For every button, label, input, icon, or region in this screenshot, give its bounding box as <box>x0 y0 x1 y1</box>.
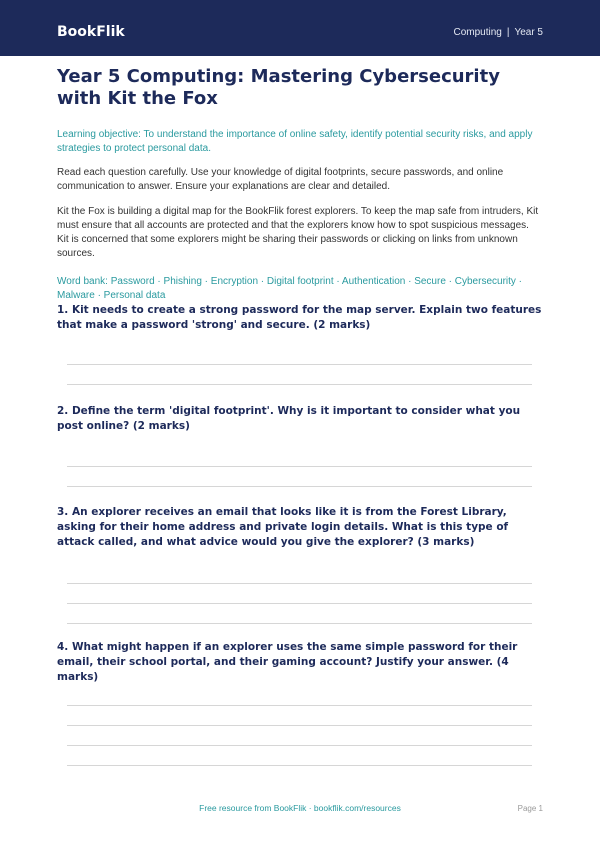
scenario-paragraph: Kit the Fox is building a digital map for the BookFlik forest explorers. To keep the map safe from intruders, Kit must ensure that all accounts are protected and that the explorers know how to spot suspicious messages. Kit is concerned that some explorers might be sharing their passwords or clicking on links from unknown sources. <box>57 206 539 259</box>
answer-line[interactable] <box>67 583 532 584</box>
question-2 <box>57 404 542 434</box>
learning-objective: Learning objective: To understand the importance of online safety, identify potential security risks, and apply strategies to protect personal data. <box>57 129 533 154</box>
answer-line[interactable] <box>67 466 532 467</box>
footer-resource-link[interactable]: Free resource from BookFlik · bookflik.com/resources <box>199 803 401 813</box>
answer-line[interactable] <box>67 765 532 766</box>
question-text: 3. An explorer receives an email that looks like it is from the Forest Library, asking for their home address and private login details. What is this type of attack called, and what advice would you give the explorer? (3 marks) <box>57 506 509 548</box>
question-1 <box>57 303 542 333</box>
answer-line[interactable] <box>67 705 532 706</box>
subject-label: Computing <box>453 27 502 38</box>
instructions-paragraph: Read each question carefully. Use your knowledge of digital footprints, secure passwords, and online communication to answer. Ensure your explanations are clear and detailed. <box>57 167 504 192</box>
meta-separator: | <box>506 27 510 38</box>
question-text: 2. Define the term 'digital footprint'. Why is it important to consider what you post online? (2 marks) <box>57 405 521 432</box>
answer-line[interactable] <box>67 725 532 726</box>
word-bank: Word bank: Password · Phishing · Encryption · Digital footprint · Authentication · Secure · Cybersecurity · Malware · Personal data <box>57 276 523 301</box>
answer-line[interactable] <box>67 384 532 385</box>
header-meta <box>453 26 543 40</box>
answer-line[interactable] <box>67 745 532 746</box>
question-4 <box>57 640 542 685</box>
answer-line[interactable] <box>67 623 532 624</box>
page-number: Page 1 <box>517 804 543 813</box>
page-header <box>0 0 600 56</box>
question-text: 4. What might happen if an explorer uses the same simple password for their email, their school portal, and their gaming account? Justify your answer. (4 marks) <box>57 641 518 683</box>
answer-line[interactable] <box>67 364 532 365</box>
worksheet-intro <box>57 66 542 303</box>
page-title: Year 5 Computing: Mastering Cybersecurity with Kit the Fox <box>57 66 500 109</box>
brand-logo-text: BookFlik <box>57 24 125 40</box>
year-label: Year 5 <box>514 27 543 38</box>
answer-line[interactable] <box>67 486 532 487</box>
question-3 <box>57 505 542 550</box>
question-text: 1. Kit needs to create a strong password for the map server. Explain two features that make a password 'strong' and secure. (2 marks) <box>57 304 542 331</box>
answer-line[interactable] <box>67 603 532 604</box>
